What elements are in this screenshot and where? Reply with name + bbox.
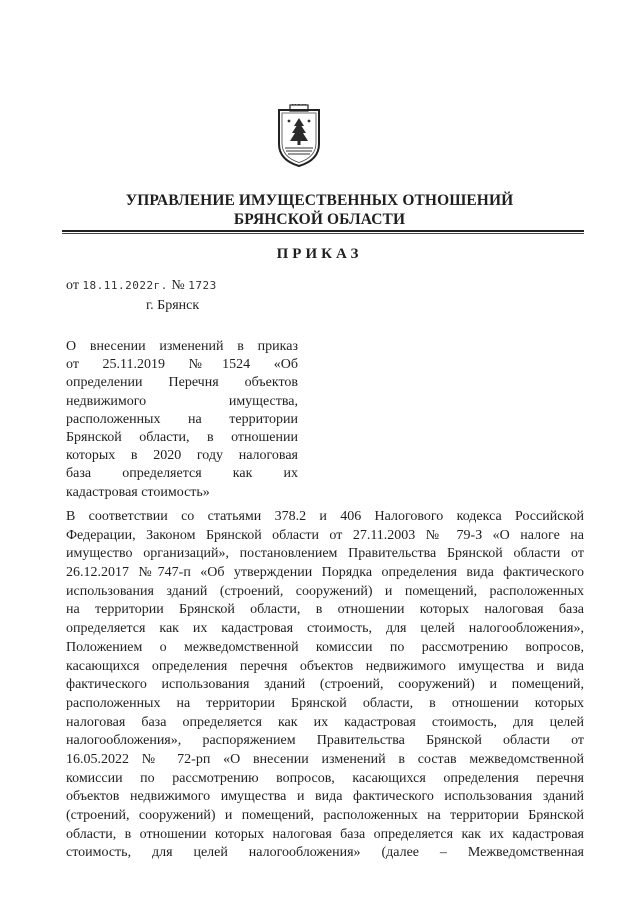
header-rule-thick — [62, 230, 584, 232]
body-line: 16.05.2022 № 72-рп «О внесении изменений в состав межведомственной — [66, 751, 584, 767]
body-line: определяется как их кадастровая стоимость, для целей налогообложения», — [66, 621, 584, 637]
body-line: на территории Брянской области, в отношении которых налоговая база — [66, 602, 584, 618]
body-line: области, в отношении которых налоговая база определяется как их кадастровая — [66, 826, 584, 842]
subject-line: которых в 2020 году налоговая — [66, 448, 298, 464]
subject-line: О внесении изменений в приказ — [66, 339, 298, 354]
body-line: В соответствии со статьями 378.2 и 406 Налогового кодекса Российской — [66, 509, 584, 524]
subject-line: кадастровая стоимость» — [66, 484, 210, 500]
body-line: Федерации, Законом Брянской области от 27.11.2003 № 79-З «О налоге на — [66, 527, 584, 543]
order-body-text — [66, 508, 584, 863]
subject-line: расположенных на территории — [66, 411, 298, 427]
subject-line: Брянской области, в отношении — [66, 430, 298, 446]
body-line: фактического использования зданий (строений, сооружений) и помещений, — [66, 677, 584, 693]
body-line: 26.12.2017 №747-п «Об утверждении Порядка определения вида фактического — [66, 565, 584, 581]
order-subject — [66, 338, 298, 502]
subject-line: недвижимого имущества, — [66, 393, 298, 409]
body-line: касающихся определения перечня объектов недвижимого имущества и вида — [66, 658, 584, 674]
body-line: налоговая база определяется как их кадастровая стоимость, для целей — [66, 714, 584, 730]
organization-name-line-2: БРЯНСКОЙ ОБЛАСТИ — [233, 211, 406, 228]
body-line: (строений, сооружений) и помещений, расположенных на территории Брянской — [66, 808, 584, 823]
subject-line: определении Перечня объектов — [66, 375, 298, 391]
coat-of-arms-emblem — [276, 104, 322, 168]
handwritten-date: 18.11.2022г. — [82, 279, 168, 292]
organization-name — [0, 191, 639, 229]
body-line: использования зданий (строений, сооружений) и помещений, расположенных — [66, 583, 584, 599]
document-type-title: ПРИКАЗ — [276, 246, 363, 262]
city-name: г. Брянск — [146, 298, 200, 313]
organization-name-line-1: УПРАВЛЕНИЕ ИМУЩЕСТВЕННЫХ ОТНОШЕНИЙ — [125, 192, 514, 209]
date-prefix: от — [66, 278, 79, 293]
body-line: комиссии по рассмотрению вопросов, касающихся определения перечня — [66, 770, 584, 786]
body-line: имущество организаций», постановлением Правительства Брянской области от — [66, 546, 584, 562]
header-rule-thin — [62, 233, 584, 234]
number-sign: № — [171, 278, 185, 293]
subject-line: от 25.11.2019 №1524 «Об — [66, 357, 298, 373]
order-date-line — [66, 278, 217, 294]
body-line: расположенных на территории Брянской области, в отношении которых — [66, 695, 584, 711]
body-line: Положением о межведомственной комиссии по рассмотрению вопросов, — [66, 639, 584, 655]
handwritten-order-number: 1723 — [188, 279, 217, 292]
body-line: стоимость, для целей налогообложения» (далее – Межведомственная — [66, 845, 584, 861]
body-line: объектов недвижимого имущества и вида фактического использования зданий — [66, 789, 584, 805]
body-line: налогообложения», распоряжением Правительства Брянской области от — [66, 733, 584, 749]
subject-line: база определяется как их — [66, 466, 298, 482]
